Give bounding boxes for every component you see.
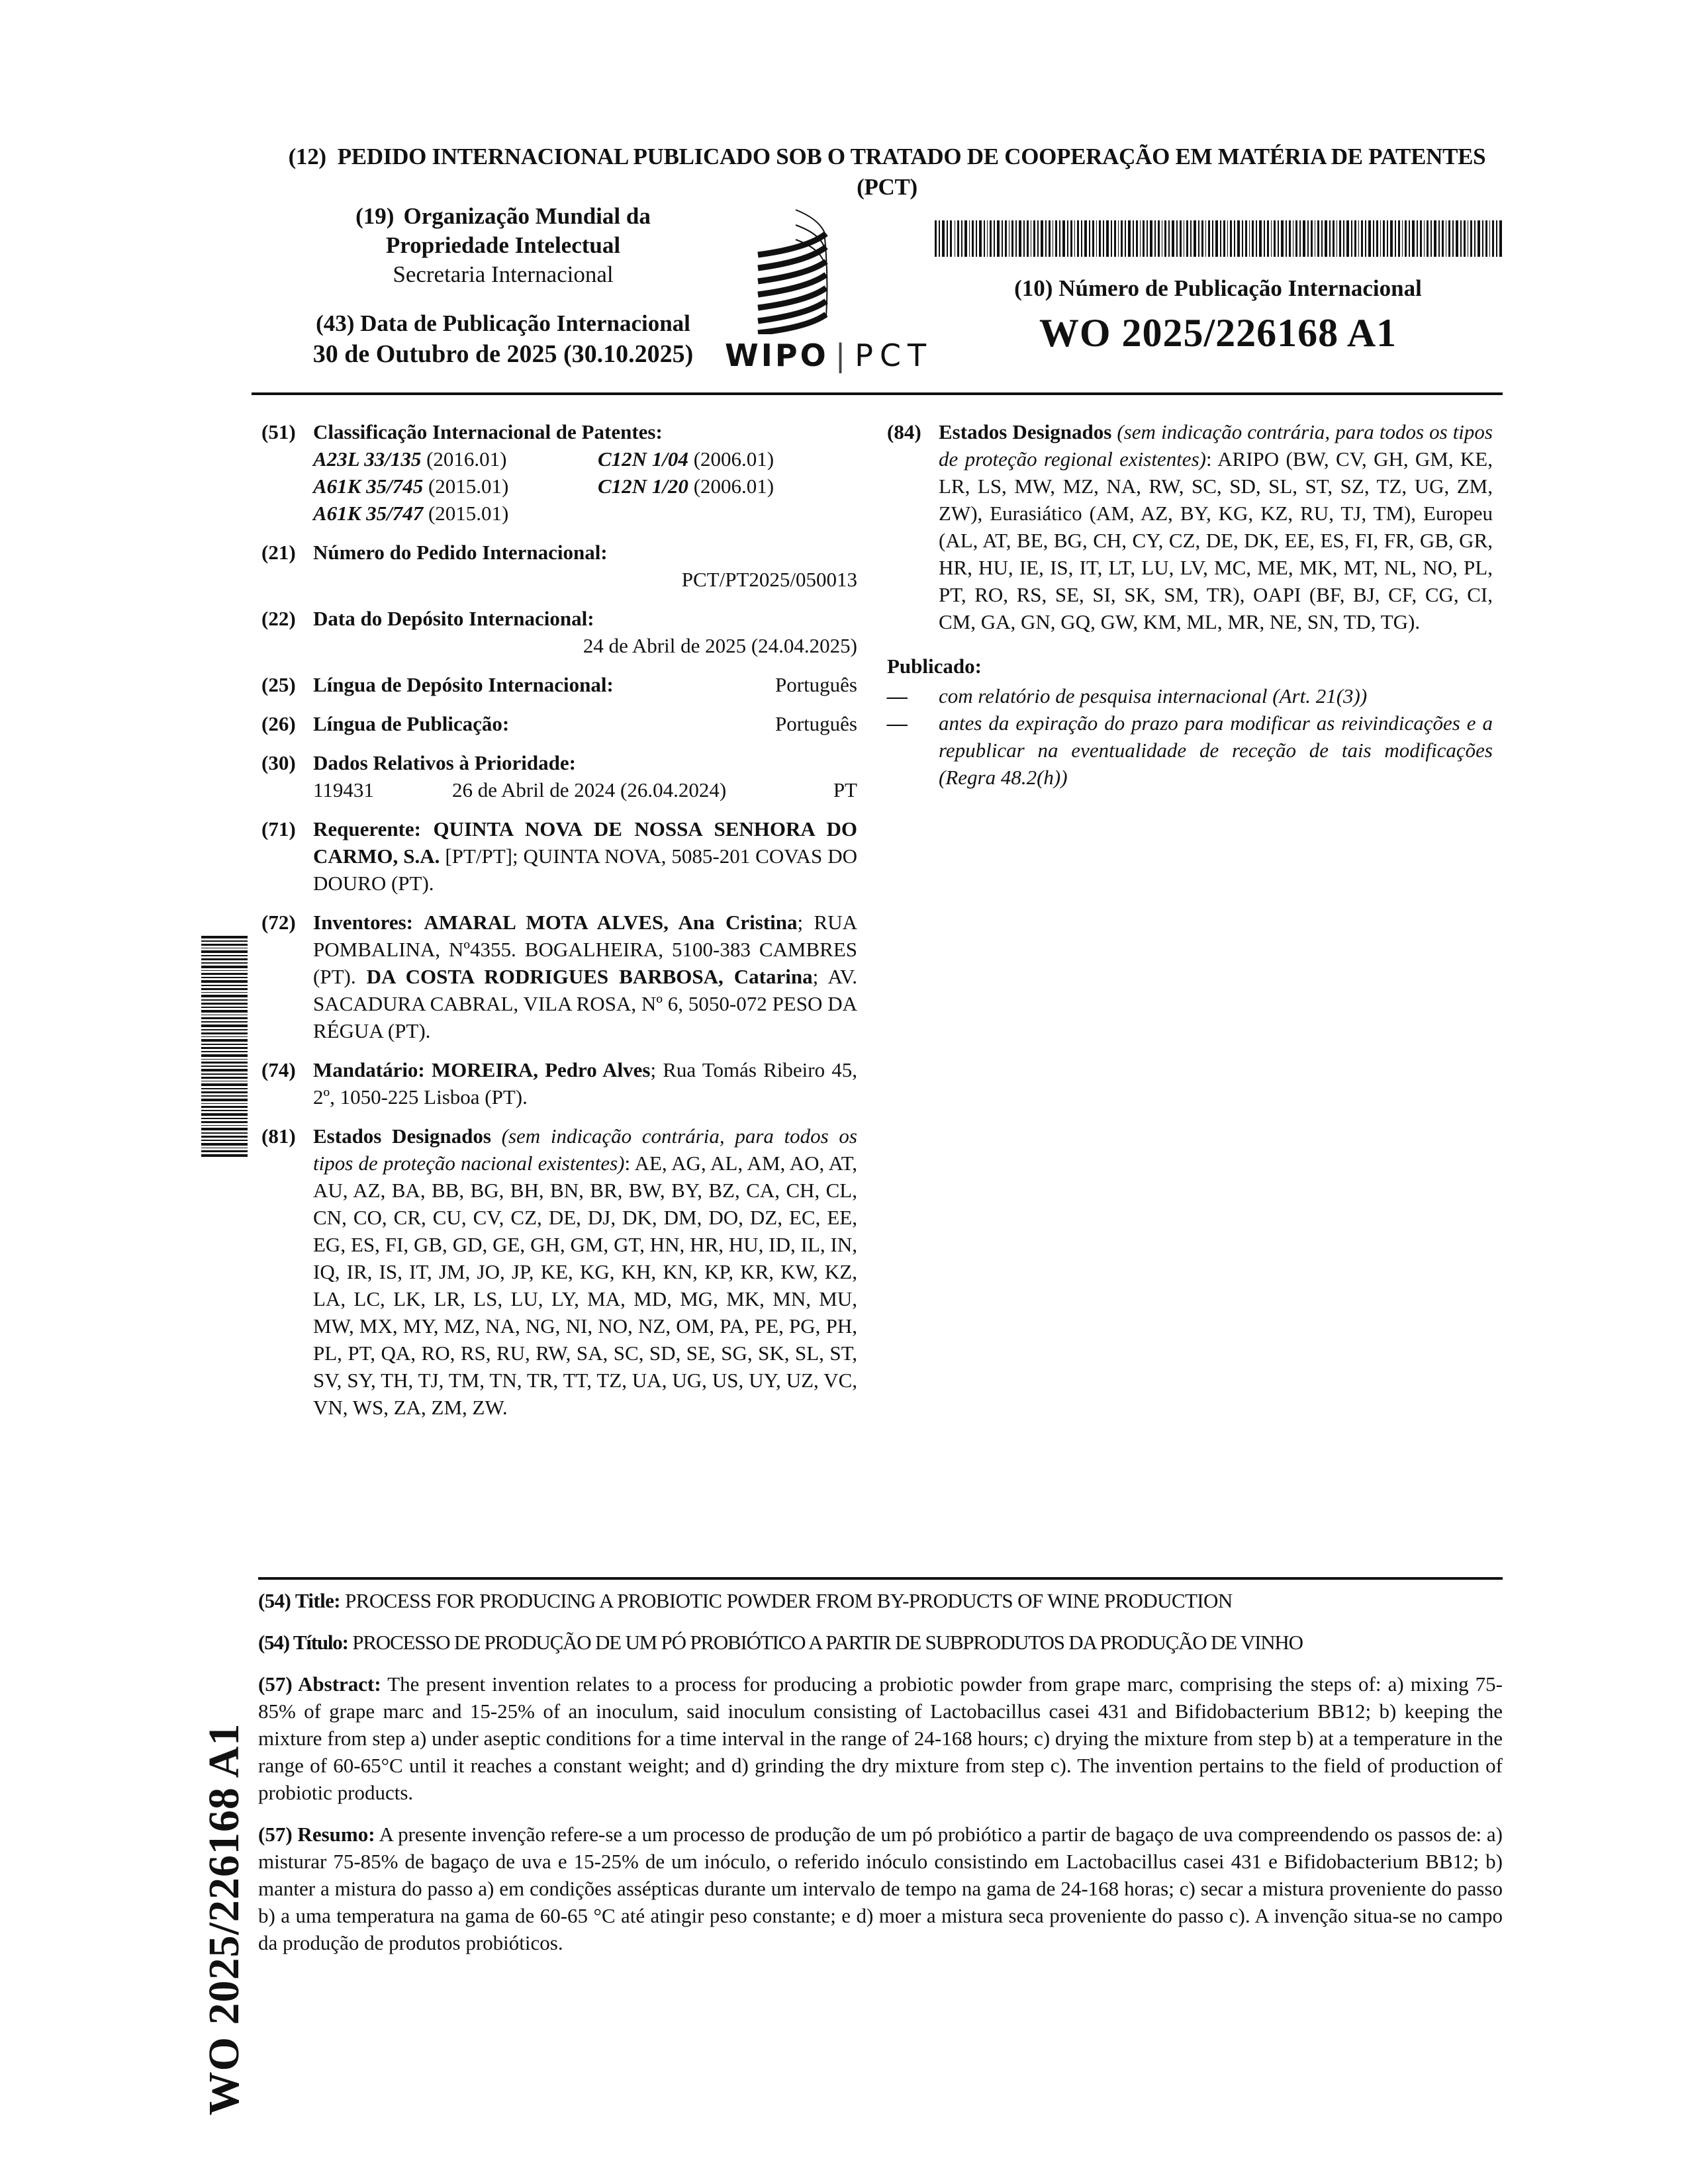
- inid-code-19: (19): [355, 203, 395, 229]
- field-25-filing-language: [261, 671, 857, 698]
- inventors-label: Inventores:: [313, 911, 413, 934]
- wordmark-separator: |: [835, 338, 849, 373]
- published-item-text: com relatório de pesquisa internacional (Art. 21(3)): [939, 684, 1368, 707]
- title-pt-label: (54) Título:: [258, 1631, 348, 1654]
- field-51-ipc: [261, 418, 857, 527]
- title-english: [258, 1587, 1503, 1614]
- publication-language-label: Língua de Publicação:: [313, 712, 510, 735]
- priority-number: 119431: [313, 778, 374, 801]
- field-84-regional-states: [887, 418, 1493, 635]
- inid-code-12: (12): [288, 144, 326, 169]
- inid-code-51: (51): [261, 420, 296, 443]
- wipo-pct-wordmark: [725, 338, 933, 373]
- publication-date-label: Data de Publicação Internacional: [360, 310, 690, 336]
- ipc-entry: C12N 1/20 (2006.01): [598, 475, 774, 498]
- resumo-label: (57) Resumo:: [258, 1823, 375, 1846]
- ipc-entry: C12N 1/04 (2006.01): [598, 447, 774, 471]
- inventor-address: ; RUA POMBALINA, Nº4355. BOGALHEIRA, 5100-383 CAMBRES (PT).: [313, 911, 857, 988]
- priority-entry: [313, 776, 857, 803]
- publication-date-value: 30 de Outubro de 2025 (30.10.2025): [312, 340, 694, 368]
- filing-date-value: 24 de Abril de 2025 (24.04.2025): [583, 634, 857, 657]
- inid-code-26: (26): [261, 712, 296, 735]
- ipc-label: Classificação Internacional de Patentes:: [313, 420, 663, 443]
- wipo-wordmark: WIPO: [725, 338, 829, 373]
- vertical-publication-number: WO 2025/226168 A1: [200, 1723, 248, 2116]
- title-en-text: PROCESS FOR PRODUCING A PROBIOTIC POWDER FROM BY-PRODUCTS OF WINE PRODUCTION: [340, 1589, 1233, 1612]
- organization-block: [331, 202, 675, 289]
- field-74-agent: [261, 1056, 857, 1111]
- field-22-filing-date: [261, 605, 857, 659]
- field-81-designated-states: [261, 1122, 857, 1421]
- inid-code-25: (25): [261, 673, 296, 696]
- pct-wordmark: PCT: [855, 338, 933, 373]
- inid-code-74: (74): [261, 1058, 296, 1081]
- applicant-address: [PT/PT]; QUINTA NOVA, 5085-201 COVAS DO DOURO (PT).: [313, 844, 858, 895]
- applicant-name: QUINTA NOVA DE NOSSA SENHORA DO CARMO, S.A.: [313, 817, 858, 868]
- field-72-inventors: [261, 909, 857, 1044]
- wipo-globe-logo-icon: [755, 202, 834, 334]
- field-71-applicant: [261, 815, 857, 897]
- resumo-text: A presente invenção refere-se a um processo de produção de um pó probiótico a partir de bagaço de uva compreendendo os passos de: a) misturar 75-85% de bagaço de uva e 15-25% de um inóculo, o referido inóculo consistindo em Lactobacillus casei 431 e Bifidobacterium BB12; b) manter a mistura do passo a) em condições assépticas durante um intervalo de tempo na gama de 24-168 horas; c) secar a mistura proveniente do passo b) a uma temperatura na gama de 60-65 °C até atingir peso constante; e d) moer a mistura seca proveniente do passo c). A invenção situa-se no campo da produção de produtos probióticos.: [258, 1823, 1503, 1954]
- published-item: [887, 682, 1493, 709]
- side-barcode-icon: [201, 936, 248, 1158]
- regional-states-note: (sem indicação contrária, para todos os tipos de proteção regional existentes): [939, 420, 1493, 471]
- document-type-text: PEDIDO INTERNACIONAL PUBLICADO SOB O TRATADO DE COOPERAÇÃO EM MATÉRIA DE PATENTES (PCT): [337, 144, 1486, 200]
- organization-subtitle: Secretaria Internacional: [393, 261, 614, 287]
- priority-data-label: Dados Relativos à Prioridade:: [313, 751, 576, 774]
- designated-states-list: : AE, AG, AL, AM, AO, AT, AU, AZ, BA, BB, BG, BH, BN, BR, BW, BY, BZ, CA, CH, CL, CN, CO, CR, CU, CV, CZ, DE, DJ, DK, DM, DO, DZ, EC, EE, EG, ES, FI, GB, GD, GE, GH, GM, GT, HN, HR, HU, ID, IL, IN, IQ, IR, IS, IT, JM, JO, JP, KE, KG, KH, KN, KP, KR, KW, KZ, LA, LC, LK, LR, LS, LU, LY, MA, MD, MG, MK, MN, MU, MW, MX, MY, MZ, NA, NG, NI, NO, NZ, OM, PA, PE, PG, PH, PL, PT, QA, RO, RS, RU, RW, SA, SC, SD, SE, SG, SK, SL, ST, SV, SY, TH, TJ, TM, TN, TR, TT, TZ, UA, UG, US, UY, UZ, VC, VN, WS, ZA, ZM, ZW.: [313, 1152, 857, 1419]
- title-portuguese: [258, 1629, 1503, 1656]
- filing-date-label: Data do Depósito Internacional:: [313, 607, 594, 630]
- publication-number-label: Número de Publicação Internacional: [1058, 275, 1422, 301]
- bibliographic-left-column: [261, 418, 857, 1433]
- inventor-address: ; AV. SACADURA CABRAL, VILA ROSA, Nº 6, 5050-072 PESO DA RÉGUA (PT).: [313, 965, 857, 1042]
- inid-code-81: (81): [261, 1124, 296, 1148]
- dash-bullet-icon: —: [887, 684, 908, 707]
- header-divider: [252, 392, 1503, 395]
- inid-code-43: (43): [316, 310, 355, 336]
- field-26-publication-language: [261, 710, 857, 737]
- publication-language-value: Português: [775, 712, 857, 735]
- published-item-text: antes da expiração do prazo para modificar as reivindicações e a republicar na eventualidade de receção de tais modificações (Regra 48.2(h)): [939, 711, 1493, 789]
- inid-code-21: (21): [261, 541, 296, 564]
- published-heading: Publicado:: [887, 655, 982, 678]
- applicant-label: Requerente:: [313, 817, 421, 841]
- publication-number-value: WO 2025/226168 A1: [1039, 311, 1397, 355]
- ipc-entry: A23L 33/135 (2016.01): [313, 447, 507, 471]
- inventor-name: AMARAL MOTA ALVES, Ana Cristina: [424, 911, 798, 934]
- ipc-entry: A61K 35/747 (2015.01): [313, 502, 509, 525]
- filing-language-value: Português: [775, 673, 857, 696]
- regional-states-label: Estados Designados: [939, 420, 1112, 443]
- publication-date-block: [278, 308, 728, 369]
- agent-name: MOREIRA, Pedro Alves: [431, 1058, 651, 1081]
- organization-name-line2: Propriedade Intelectual: [385, 232, 621, 258]
- title-abstract-section: [258, 1587, 1503, 1971]
- agent-label: Mandatário:: [313, 1058, 425, 1081]
- field-30-priority-data: [261, 749, 857, 803]
- ipc-entry: A61K 35/745 (2015.01): [313, 475, 509, 498]
- publication-barcode-icon: [935, 220, 1504, 257]
- title-pt-text: PROCESSO DE PRODUÇÃO DE UM PÓ PROBIÓTICO A PARTIR DE SUBPRODUTOS DA PRODUÇÃO DE VINHO: [348, 1631, 1303, 1654]
- inid-code-30: (30): [261, 751, 296, 774]
- agent-address: ; Rua Tomás Ribeiro 45, 2º, 1050-225 Lisboa (PT).: [313, 1058, 858, 1109]
- inid-code-84: (84): [887, 420, 921, 443]
- abstract-text: The present invention relates to a process for producing a probiotic powder from grape marc, comprising the steps of: a) mixing 75-85% of grape marc and 15-25% of an inoculum, said inoculum consisting of Lactobacillus casei 431 and Bifidobacterium BB12; b) keeping the mixture from step a) under aseptic conditions for a time interval in the range of 24-168 hours; c) drying the mixture from step b) at a temperature in the range of 60-65°C until it reaches a constant weight; and d) grinding the dry mixture from step c). The invention pertains to the field of production of probiotic products.: [258, 1672, 1503, 1804]
- field-21-application-number: [261, 539, 857, 593]
- inventor-name: DA COSTA RODRIGUES BARBOSA, Catarina: [366, 965, 813, 988]
- publication-number-block: [927, 273, 1509, 357]
- inid-code-10: (10): [1014, 275, 1053, 301]
- inid-code-72: (72): [261, 911, 296, 934]
- organization-name-line1: Organização Mundial da: [403, 203, 651, 229]
- priority-date: 26 de Abril de 2024 (26.04.2024): [452, 778, 727, 801]
- filing-language-label: Língua de Depósito Internacional:: [313, 673, 614, 696]
- designated-states-note: (sem indicação contrária, para todos os tipos de proteção nacional existentes): [313, 1124, 857, 1175]
- inid-code-22: (22): [261, 607, 296, 630]
- title-divider: [258, 1577, 1503, 1580]
- application-number-label: Número do Pedido Internacional:: [313, 541, 608, 564]
- dash-bullet-icon: —: [887, 711, 908, 735]
- title-en-label: (54) Title:: [258, 1589, 340, 1612]
- abstract-label: (57) Abstract:: [258, 1672, 381, 1696]
- abstract-portuguese: [258, 1821, 1503, 1956]
- application-number-value: PCT/PT2025/050013: [681, 568, 857, 591]
- published-item: [887, 709, 1493, 791]
- bibliographic-right-column: [887, 418, 1493, 791]
- inid-code-71: (71): [261, 817, 296, 841]
- priority-country: PT: [833, 778, 857, 801]
- designated-states-label: Estados Designados: [313, 1124, 491, 1148]
- document-type-title: [265, 142, 1509, 203]
- abstract-english: [258, 1670, 1503, 1806]
- regional-states-list: : ARIPO (BW, CV, GH, GM, KE, LR, LS, MW, MZ, NA, RW, SC, SD, SL, ST, SZ, TZ, UG, ZM, ZW), Eurasiático (AM, AZ, BY, KG, KZ, RU, TJ, TM), Europeu (AL, AT, BE, BG, CH, CY, CZ, DE, DK, EE, ES, FI, FR, GB, GR, HR, HU, IE, IS, IT, LT, LU, LV, MC, ME, MK, MT, NL, NO, PL, PT, RO, RS, SE, SI, SK, SM, TR), OAPI (BF, BJ, CF, CG, CI, CM, GA, GN, GQ, GW, KM, ML, MR, NE, SN, TD, TG).: [939, 447, 1493, 633]
